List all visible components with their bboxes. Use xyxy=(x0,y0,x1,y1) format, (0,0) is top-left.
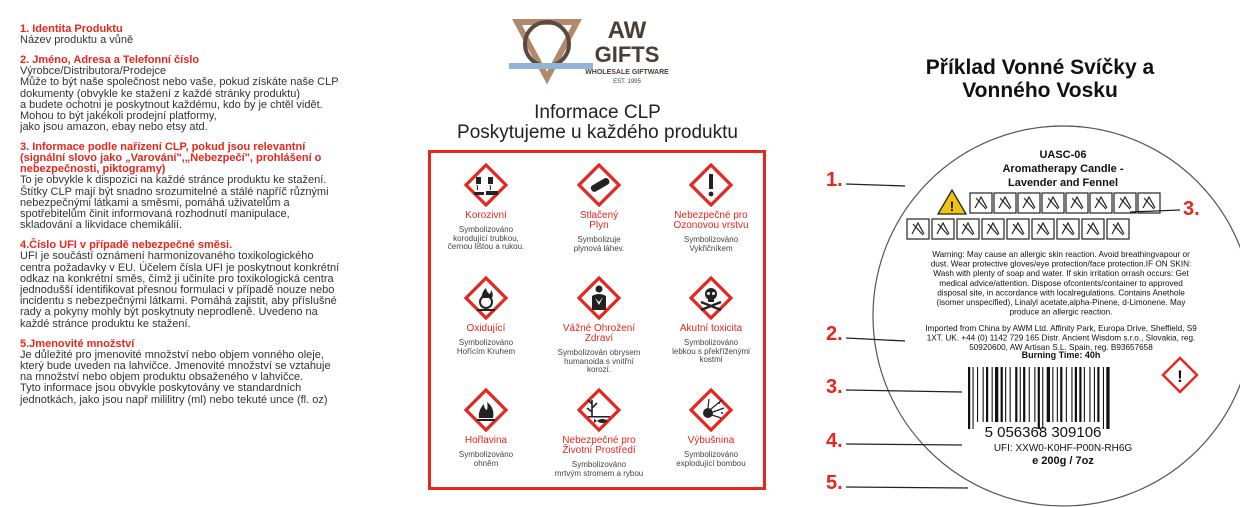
section-text: jednodušší identifikovat přesnou formulaci v případě nouze nebo xyxy=(20,284,335,297)
pictogram-name-line: Životní Prostředí xyxy=(562,445,636,456)
ufi-code: UFI: XXW0-K0HF-P00N-RH6G xyxy=(993,443,1133,454)
pictogram-desc-line: Symbolizováno xyxy=(683,235,739,244)
barcode-bar xyxy=(1010,367,1011,422)
pictogram-name-line: Zdraví xyxy=(584,333,614,344)
logo-gifts: GIFTS xyxy=(594,42,660,67)
section-title: nebezpečnosti, piktogramy) xyxy=(20,163,166,176)
pictogram-desc-line: Vykřičníkem xyxy=(689,243,733,253)
barcode-bar xyxy=(995,367,998,422)
warning-text-line: dust. Wear protective gloves/eye protection/face protection.IF ON SKIN: xyxy=(930,259,1192,269)
barcode-bar xyxy=(1005,367,1006,422)
marker-line xyxy=(846,487,968,488)
pictogram-name-line: Výbušnina xyxy=(687,435,735,446)
pictogram-desc-line: korozí. xyxy=(586,365,611,374)
clp-title-line1: Informace CLP xyxy=(534,102,661,123)
pictogram-desc-line: Symbolizován obrysem xyxy=(557,348,641,357)
barcode-bar xyxy=(1075,367,1077,422)
section-title: 1. Identita Produktu xyxy=(20,23,123,35)
section-title: 5.Jmenovité množství xyxy=(20,337,135,350)
barcode-bar xyxy=(1057,367,1058,422)
section-title: 2. Jméno, Adresa a Telefonní číslo xyxy=(20,54,200,67)
barcode-bar xyxy=(986,367,988,422)
barcode-bar xyxy=(1047,367,1050,422)
pictogram-desc-line: kostmi xyxy=(699,355,723,364)
warning-triangle-mark: ! xyxy=(949,198,955,214)
barcode-bar xyxy=(992,367,993,422)
pictogram-desc-line: černou lištou a rukou. xyxy=(447,242,525,251)
warning-text-line: medical advice/attention. Dispose ofcontents/container to approved xyxy=(939,278,1183,288)
section-text: To je obvykle k dispozici na každé stránce produktu ke stažení. xyxy=(20,174,327,187)
barcode-bar xyxy=(973,367,974,429)
barcode-bar xyxy=(968,367,970,429)
pictogram-desc-line: Symbolizováno xyxy=(571,460,627,469)
pictogram-name-line: Hořlavina xyxy=(464,435,508,446)
section-text: Je důležité pro jmenovité množství nebo objem vonného oleje, xyxy=(20,348,324,361)
pictogram-name-line: Nebezpečné pro xyxy=(562,435,636,446)
section-text: spotřebitelům činit informovaná rozhodnutí manipulace, xyxy=(20,208,290,221)
pictogram-desc-line: Symbolizováno xyxy=(458,450,514,459)
barcode-bar xyxy=(1029,367,1030,422)
warning-text-line: (isomer unspecified), Linalyl acetate,alpha-Pinene, d-Limonene. May xyxy=(936,298,1186,307)
pictogram-desc-line: Symbolizováno xyxy=(683,338,739,347)
barcode-bar xyxy=(1060,367,1062,422)
section-text: Výrobce/Distributora/Prodejce xyxy=(20,65,167,78)
marker-number: 3. xyxy=(826,376,843,398)
barcode-bar xyxy=(1001,367,1003,422)
barcode-bar xyxy=(1034,367,1035,422)
barcode-bar xyxy=(1106,367,1109,429)
marker-number: 2. xyxy=(826,323,843,345)
marker-number: 1. xyxy=(826,169,843,191)
pictogram-name-line: Nebezpečné pro xyxy=(674,210,748,221)
pictogram-desc-line: korodující trubkou, xyxy=(453,233,519,243)
barcode-bar xyxy=(977,367,978,422)
section-text: a budete ochotni je poskytnout každému, kdo by je chtěl vidět. xyxy=(20,98,323,111)
barcode-number: 5 056368 309106 xyxy=(984,424,1102,441)
marker-number: 4. xyxy=(826,430,843,452)
pictogram-name-line: Vážné Ohrožení xyxy=(562,323,636,334)
section-text: dokumenty (obvykle ke stažení z každé stránky produktu) xyxy=(20,87,301,100)
pictogram-desc-line: lebkou s překříženými xyxy=(672,346,750,356)
pictogram-desc-line: explodující bombou xyxy=(676,458,746,468)
pictogram-desc-line: Symbolizováno xyxy=(683,450,739,459)
section-text: centra požadavky v EU. Účelem čísla UFI je poskytnout konkrétní xyxy=(20,261,340,274)
import-text-line: 1XT. UK. +44 (0) 1142 729 165 Distr. Ancient Wisdom s.r.o., Slovakia, reg. xyxy=(926,333,1196,343)
burning-time: Burning Time: 40h xyxy=(1021,350,1101,360)
example-title-line2: Vonného Vosku xyxy=(962,79,1118,102)
barcode-bar xyxy=(1089,367,1090,422)
pictogram-name-line: Akutní toxicita xyxy=(679,323,743,334)
warning-text-line: Warning: May cause an allergic skin reaction. Avoid breathingvapour or xyxy=(932,250,1190,259)
section-text: jednotkách, jako jsou např mililitry (ml) nebo tekuté unce (fl. oz) xyxy=(20,393,328,406)
warning-text-line: produce an allergic reaction. xyxy=(1009,307,1113,317)
product-name-line2: Lavender and Fennel xyxy=(1007,177,1119,189)
pictogram-desc-line: ohněm xyxy=(473,458,499,468)
nominal-quantity: e 200g / 7oz xyxy=(1032,455,1094,467)
barcode-bar xyxy=(1066,367,1067,422)
barcode-bar xyxy=(1052,367,1053,422)
pictogram-desc-line: Symbolizuje xyxy=(577,235,621,244)
logo-est: EST. 1995 xyxy=(613,79,641,85)
section-text: jako jsou amazon, ebay nebo etsy atd. xyxy=(20,121,208,134)
pictogram-desc-line: humanoida s vnitřní xyxy=(564,356,634,366)
barcode-bar xyxy=(1094,367,1095,422)
barcode-bar xyxy=(1084,367,1085,422)
logo-tagline: WHOLESALE GIFTWARE xyxy=(585,69,669,76)
barcode-bar xyxy=(1079,367,1081,422)
pictogram-name-line: Oxidující xyxy=(466,323,506,334)
warning-text-line: disposal site, in accordance with localregulations. Contains Anethole xyxy=(937,288,1185,298)
barcode-bar xyxy=(1023,367,1025,422)
section-text: incidentu s nebezpečnými látkami. Pomáhá zajistit, aby příslušné xyxy=(20,295,337,308)
import-text-line: 50920600, AW Artisan S.L. Spain, reg. B93657658 xyxy=(969,343,1153,353)
section-text: každé stránce produktu ke stažení. xyxy=(20,317,191,330)
logo-aw: AW xyxy=(607,17,647,44)
clp-title-line2: Poskytujeme u každého produktu xyxy=(457,122,738,143)
section-title: (signální slovo jako „Varování",„Nebezpečí", prohlášení o xyxy=(20,152,322,165)
marker-line xyxy=(846,184,905,186)
product-code: UASC-06 xyxy=(1039,149,1087,161)
section-text: rady a pokyny mohly být poskytnuty neprodleně. Uvedeno na xyxy=(20,306,318,319)
section-text: Štítky CLP mají být snadno srozumitelné a stálé napříč různými xyxy=(20,185,329,198)
section-text: nebezpečnými látkami a směsmi, pomáhá uživatelům a xyxy=(20,196,290,209)
pictogram-desc-line: mrtvým stromem a rybou xyxy=(554,468,644,478)
section-text: Název produktu a vůně xyxy=(20,34,134,46)
pictogram-name-line: Plyn xyxy=(589,220,609,231)
section-text: Může to být naše společnost nebo vaše, pokud získáte naše CLP xyxy=(20,76,339,89)
import-text-line: Imported from China by AWM Ltd. Affinity Park, Europa Drive, Sheffield, S9 xyxy=(925,324,1197,333)
section-text: který bude uveden na lahvičce. Jmenovité množství se vztahuje xyxy=(20,360,331,373)
barcode-bar xyxy=(1071,367,1072,422)
section-text: Tyto informace jsou obvykle poskytovány ve standardních xyxy=(20,382,302,395)
exclamation-diamond-mark: ! xyxy=(1177,367,1183,386)
barcode-bar xyxy=(1038,367,1040,429)
barcode-bar xyxy=(1015,367,1017,422)
marker-number: 3. xyxy=(1183,198,1200,220)
marker-number: 5. xyxy=(826,472,843,494)
barcode-bar xyxy=(1020,367,1021,422)
section-text: na množství nebo objem produktu obsaženého v lahvičce. xyxy=(20,371,304,384)
pictogram-name-line: Ozonovou vrstvu xyxy=(673,220,749,231)
barcode-bar xyxy=(983,367,984,422)
barcode-bar xyxy=(1103,367,1104,429)
section-text: Mohou to být jakékoli prodejní platformy, xyxy=(20,110,217,123)
pictogram-desc-line: plynová láhev. xyxy=(573,243,625,253)
section-text: UFI je součástí oznámení harmonizovaného toxikologického xyxy=(20,250,314,263)
pictogram-name-line: Stlačený xyxy=(579,210,619,221)
warning-text-line: Wash with plenty of soap and water. If skin irritation orrash occurs: Get xyxy=(933,269,1189,279)
pictogram-desc-line: Symbolizováno xyxy=(458,225,514,234)
barcode-bar xyxy=(1042,367,1043,429)
section-title: 4.Číslo UFI v případě nebezpečné směsi. xyxy=(20,239,233,252)
section-text: skladování a likvidace chemikálií. xyxy=(20,219,183,232)
product-name-line1: Aromatherapy Candle - xyxy=(1002,163,1124,175)
pictogram-desc-line: Symbolizováno xyxy=(458,338,514,347)
example-title-line1: Příklad Vonné Svíčky a xyxy=(925,56,1155,79)
barcode-bar xyxy=(1097,367,1099,422)
pictogram-name-line: Korozivní xyxy=(465,210,507,221)
pictogram-desc-line: Hořícím Kruhem xyxy=(456,346,516,356)
section-text: odkaz na konkrétní směs, čímž ji učiníte pro toxikologická centra xyxy=(20,272,334,285)
section-title: 3. Informace podle nařízení CLP, pokud jsou relevantní xyxy=(20,141,306,154)
